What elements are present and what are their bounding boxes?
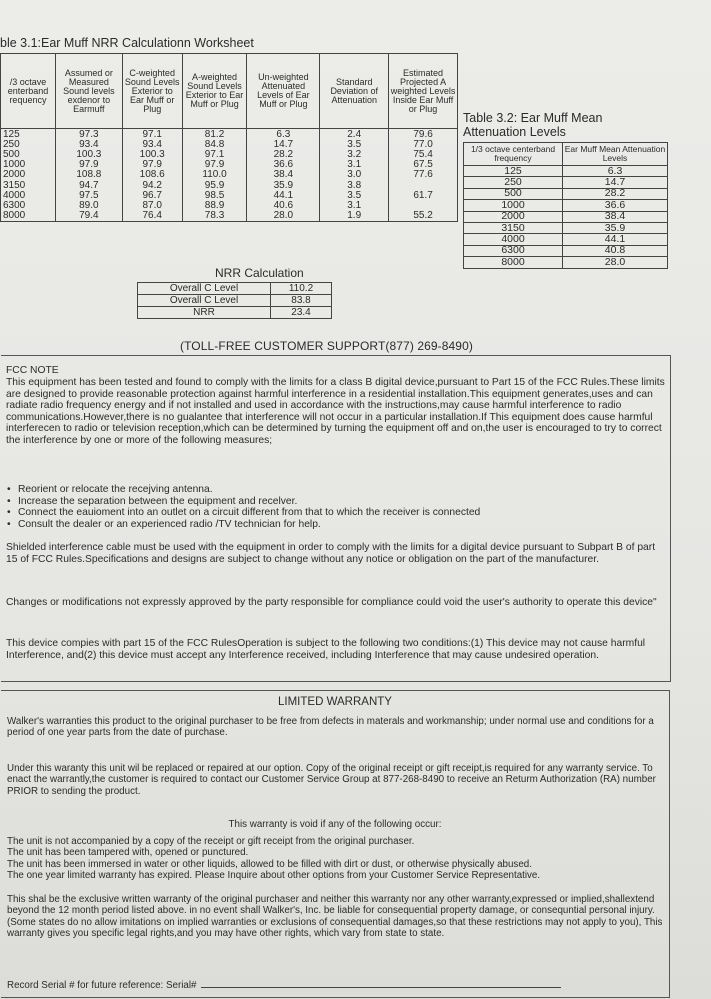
table-row — [138, 295, 332, 307]
serial-record-line — [7, 979, 663, 991]
table-cell: Overall C Level — [138, 283, 271, 295]
table-cell: 28.0 — [247, 211, 320, 222]
table-cell: 108.8 — [55, 170, 122, 180]
table-row — [1, 190, 458, 200]
table1-header: /3 octave enterband requency — [1, 54, 56, 129]
warranty-void-list — [7, 836, 663, 881]
table-row — [464, 245, 668, 256]
table-cell: 78.3 — [182, 211, 247, 222]
table-cell: 55.2 — [389, 211, 458, 222]
table-cell: 3150 — [1, 180, 56, 190]
table-cell: 3.5 — [320, 190, 389, 200]
table-cell: 125 — [464, 166, 563, 177]
table-cell: 83.8 — [271, 295, 332, 307]
table-cell: 3.1 — [320, 200, 389, 210]
table-cell: 94.7 — [55, 180, 122, 190]
table-cell: 35.9 — [563, 222, 668, 233]
table-cell: 93.4 — [122, 139, 182, 149]
table-cell: 14.7 — [247, 139, 320, 149]
table-cell: 6300 — [464, 245, 563, 256]
table-cell: 35.9 — [247, 180, 320, 190]
customer-support-line: (TOLL-FREE CUSTOMER SUPPORT(877) 269-8490) — [180, 339, 473, 353]
table-row — [464, 211, 668, 222]
warranty-paragraph-3: This shal be the exclusive written warranty of the original purchaser and neither this warranty nor any other warranty,expressed or implied,shallextend beyond the 12 month period listed above. in no event shall Walker's, Inc. be liable for consequential property damage, or consequntial personal injury. (Some states do no allow imitations on implied warranties or exclusions of consequential damages,so that these restrictions may not apply to you), This warranty gives you specific legal rights,and you may have other rights, which vary from state to state. — [7, 894, 663, 939]
table1-header: A-weighted Sound Levels Exterior to Ear Muff or Plug — [182, 54, 247, 129]
list-item: The unit is not accompanied by a copy of the receipt or gift receipt from the original purchaser. — [7, 836, 415, 847]
table-cell: 500 — [464, 188, 563, 199]
table-cell: 38.4 — [563, 211, 668, 222]
table-row — [1, 170, 458, 180]
table-cell: 1000 — [1, 160, 56, 170]
table-cell: 44.1 — [563, 234, 668, 245]
table-cell: 97.9 — [182, 160, 247, 170]
table-cell: 97.3 — [55, 129, 122, 140]
list-item: • Consult the dealer or an experienced radio /TV technician for help. — [6, 519, 666, 531]
fcc-note-box — [1, 355, 671, 682]
table-row — [464, 177, 668, 188]
mean-attenuation-table — [463, 142, 668, 269]
table-row — [1, 180, 458, 190]
serial-write-line — [201, 979, 561, 988]
table1-body — [1, 129, 458, 222]
table-cell: 2.4 — [320, 129, 389, 140]
table2-body — [464, 166, 668, 269]
fcc-measures-list — [6, 484, 666, 530]
table-cell: 28.0 — [563, 257, 668, 268]
table-cell: 125 — [1, 129, 56, 140]
table1-header: Estimated Projected A weighted Levels Inside Ear Muff or Plug — [389, 54, 458, 129]
table-cell: 77.6 — [389, 170, 458, 180]
table-cell: 40.8 — [563, 245, 668, 256]
list-item: • Connect the eauioment into an outlet on a circuit different from that to which the receiver is connected — [6, 507, 666, 519]
table-cell: 28.2 — [247, 149, 320, 159]
table-cell: 2000 — [464, 211, 563, 222]
table-cell: 77.0 — [389, 139, 458, 149]
table-cell: 95.9 — [182, 180, 247, 190]
fcc-complies-text: This device compies with part 15 of the FCC RulesOperation is subject to the following two conditions:(1) This device may not cause harmful Interference, and(2) this device must accept any Interference received, including Interference that may cause undesired operation. — [6, 638, 646, 661]
table-row — [464, 188, 668, 199]
table-row — [464, 200, 668, 211]
table-row — [464, 166, 668, 177]
table-cell: 100.3 — [122, 149, 182, 159]
table-cell: 67.5 — [389, 160, 458, 170]
nrr-worksheet-table — [0, 53, 458, 222]
table-cell: 36.6 — [247, 160, 320, 170]
list-item: The unit has been immersed in water or other liquids, allowed to be filled with dirt or dust, or otherwise physically abused. — [7, 858, 532, 870]
table-cell: 1000 — [464, 200, 563, 211]
table2-title — [463, 111, 602, 139]
table-cell — [389, 180, 458, 190]
table-cell: 3.0 — [320, 170, 389, 180]
table-cell: 98.5 — [182, 190, 247, 200]
table1-header: C-weighted Sound Levels Exterior to Ear Muff or Plug — [122, 54, 182, 129]
table-cell: 61.7 — [389, 190, 458, 200]
table-cell: 81.2 — [182, 129, 247, 140]
table-row — [464, 222, 668, 233]
table-cell: 97.9 — [55, 160, 122, 170]
table-cell: 250 — [1, 139, 56, 149]
list-item: The one year limited warranty has expired. Please Inquire about other options from your Customer Service Representative. — [7, 869, 541, 881]
table1-title: ble 3.1:Ear Muff NRR Calculationn Worksheet — [0, 36, 254, 50]
list-item: • Reorient or relocate the recejving antenna. — [6, 484, 666, 496]
warranty-title: LIMITED WARRANTY — [278, 696, 392, 708]
table-cell: 36.6 — [563, 200, 668, 211]
table-cell: 84.8 — [182, 139, 247, 149]
table-cell: 94.2 — [122, 180, 182, 190]
table-row — [138, 283, 332, 295]
table-cell: 6300 — [1, 200, 56, 210]
table-cell: 2000 — [1, 170, 56, 180]
table-cell: 14.7 — [563, 177, 668, 188]
table-row — [464, 257, 668, 268]
table2-title-line1: Table 3.2: Ear Muff Mean — [463, 111, 603, 125]
table-cell: 88.9 — [182, 200, 247, 210]
fcc-shielded-text: Shielded interference cable must be used with the equipment in order to comply with the limits for a digital device pursuant to Subpart B of part 15 of FCC Rules.Specifications and designs are subject to change without any notice or obligation on the part of the manufacturer. — [6, 542, 656, 565]
warranty-void-title: This warranty is void if any of the following occur: — [228, 819, 442, 830]
table-cell: 93.4 — [55, 139, 122, 149]
table1-header-row — [1, 54, 458, 129]
table-row — [1, 200, 458, 210]
table-cell: 8000 — [1, 211, 56, 222]
table-cell: 110.0 — [182, 170, 247, 180]
table-cell: 23.4 — [271, 307, 332, 319]
table-row — [1, 160, 458, 170]
limited-warranty-box — [1, 690, 670, 998]
table2-header: Ear Muff Mean Attenuation Levels — [563, 143, 668, 166]
nrr-table — [137, 282, 332, 319]
table-cell: 38.4 — [247, 170, 320, 180]
table-cell: 108.6 — [122, 170, 182, 180]
table-row — [1, 139, 458, 149]
list-item: • Increase the separation between the equipment and recelver. — [6, 496, 666, 508]
table-cell: 6.3 — [563, 166, 668, 177]
table-cell: 4000 — [1, 190, 56, 200]
table-cell: 3.2 — [320, 149, 389, 159]
table-cell — [389, 200, 458, 210]
table-cell: 40.6 — [247, 200, 320, 210]
table-cell: 3.5 — [320, 139, 389, 149]
table-cell: 6.3 — [247, 129, 320, 140]
table-cell: 97.1 — [122, 129, 182, 140]
fcc-heading: FCC NOTE — [6, 365, 59, 376]
nrr-title: NRR Calculation — [215, 266, 304, 280]
table-cell: 110.2 — [271, 283, 332, 295]
table1-header: Assumed or Measured Sound levels exdenor to Earmuff — [55, 54, 122, 129]
table-cell: NRR — [138, 307, 271, 319]
table-cell: 100.3 — [55, 149, 122, 159]
table-cell: 79.6 — [389, 129, 458, 140]
table-row — [1, 129, 458, 140]
table-cell: 3150 — [464, 222, 563, 233]
table-row — [138, 307, 332, 319]
table2-title-line2: Attenuation Levels — [463, 125, 566, 139]
table-cell: 89.0 — [55, 200, 122, 210]
table-cell: 1.9 — [320, 211, 389, 222]
table-cell: 75.4 — [389, 149, 458, 159]
table-cell: 3.8 — [320, 180, 389, 190]
table1-header: Un-weighted Attenuated Levels of Ear Muff or Plug — [247, 54, 320, 129]
table-cell: 28.2 — [563, 188, 668, 199]
table-cell: 3.1 — [320, 160, 389, 170]
nrr-body — [138, 283, 332, 319]
table-cell: 79.4 — [55, 211, 122, 222]
table-cell: 4000 — [464, 234, 563, 245]
table2-header-row — [464, 143, 668, 166]
warranty-paragraph-1: Walker's warranties this product to the original purchaser to be free from defects in materals and workmanship; under normal use and conditions for a period of one year parts from the date of purchase. — [7, 716, 654, 739]
fcc-intro: This equipment has been tested and found to comply with the limits for a class B digital device,pursuant to Part 15 of the FCC Rules.These limits are designed to provide reasonable protection against harmful interference in a residential installation.This equipment generates,uses and can radiate radio frequency energy and if not installed and used in accordance with the instructions,may cause harmful interference to radio communications.However,there is no gualantee that interference will not occur in a particular installation.If This equipment does cause harmful interferecen to radio or television reception,which can be determined by turning the equipment off and on,the user is encouraged to try to correct the interference by one or more of the following measures; — [6, 377, 665, 446]
warranty-paragraph-2: Under this waranty this unit wil be replaced or repaired at our option. Copy of the original receipt or gift receipt,is required for any warranty service. To enact the warrantly,the customer is required to contact our Customer Service Group at 877-268-8490 to receive an Returm Authorization (RA) number PRIOR to sending the product. — [7, 763, 656, 797]
table-cell: 96.7 — [122, 190, 182, 200]
table-cell: 500 — [1, 149, 56, 159]
table-cell: 97.9 — [122, 160, 182, 170]
table-cell: 87.0 — [122, 200, 182, 210]
table-cell: 76.4 — [122, 211, 182, 222]
table-cell: 97.1 — [182, 149, 247, 159]
table2-header: 1/3 octave centerband frequency — [464, 143, 563, 166]
table-row — [464, 234, 668, 245]
table1-header: Standard Deviation of Attenuation — [320, 54, 389, 129]
table-row — [1, 211, 458, 222]
table-cell: 8000 — [464, 257, 563, 268]
table-cell: 250 — [464, 177, 563, 188]
list-item: The unit has been tampered with, opened or punctured. — [7, 847, 249, 859]
table-row — [1, 149, 458, 159]
fcc-changes-text: Changes or modifications not expressly approved by the party responsible for compliance could void the user's authority to operate this device" — [6, 597, 657, 608]
table-cell: Overall C Level — [138, 295, 271, 307]
table-cell: 44.1 — [247, 190, 320, 200]
table-cell: 97.5 — [55, 190, 122, 200]
serial-label: Record Serial # for future reference: Serial# — [7, 980, 197, 991]
